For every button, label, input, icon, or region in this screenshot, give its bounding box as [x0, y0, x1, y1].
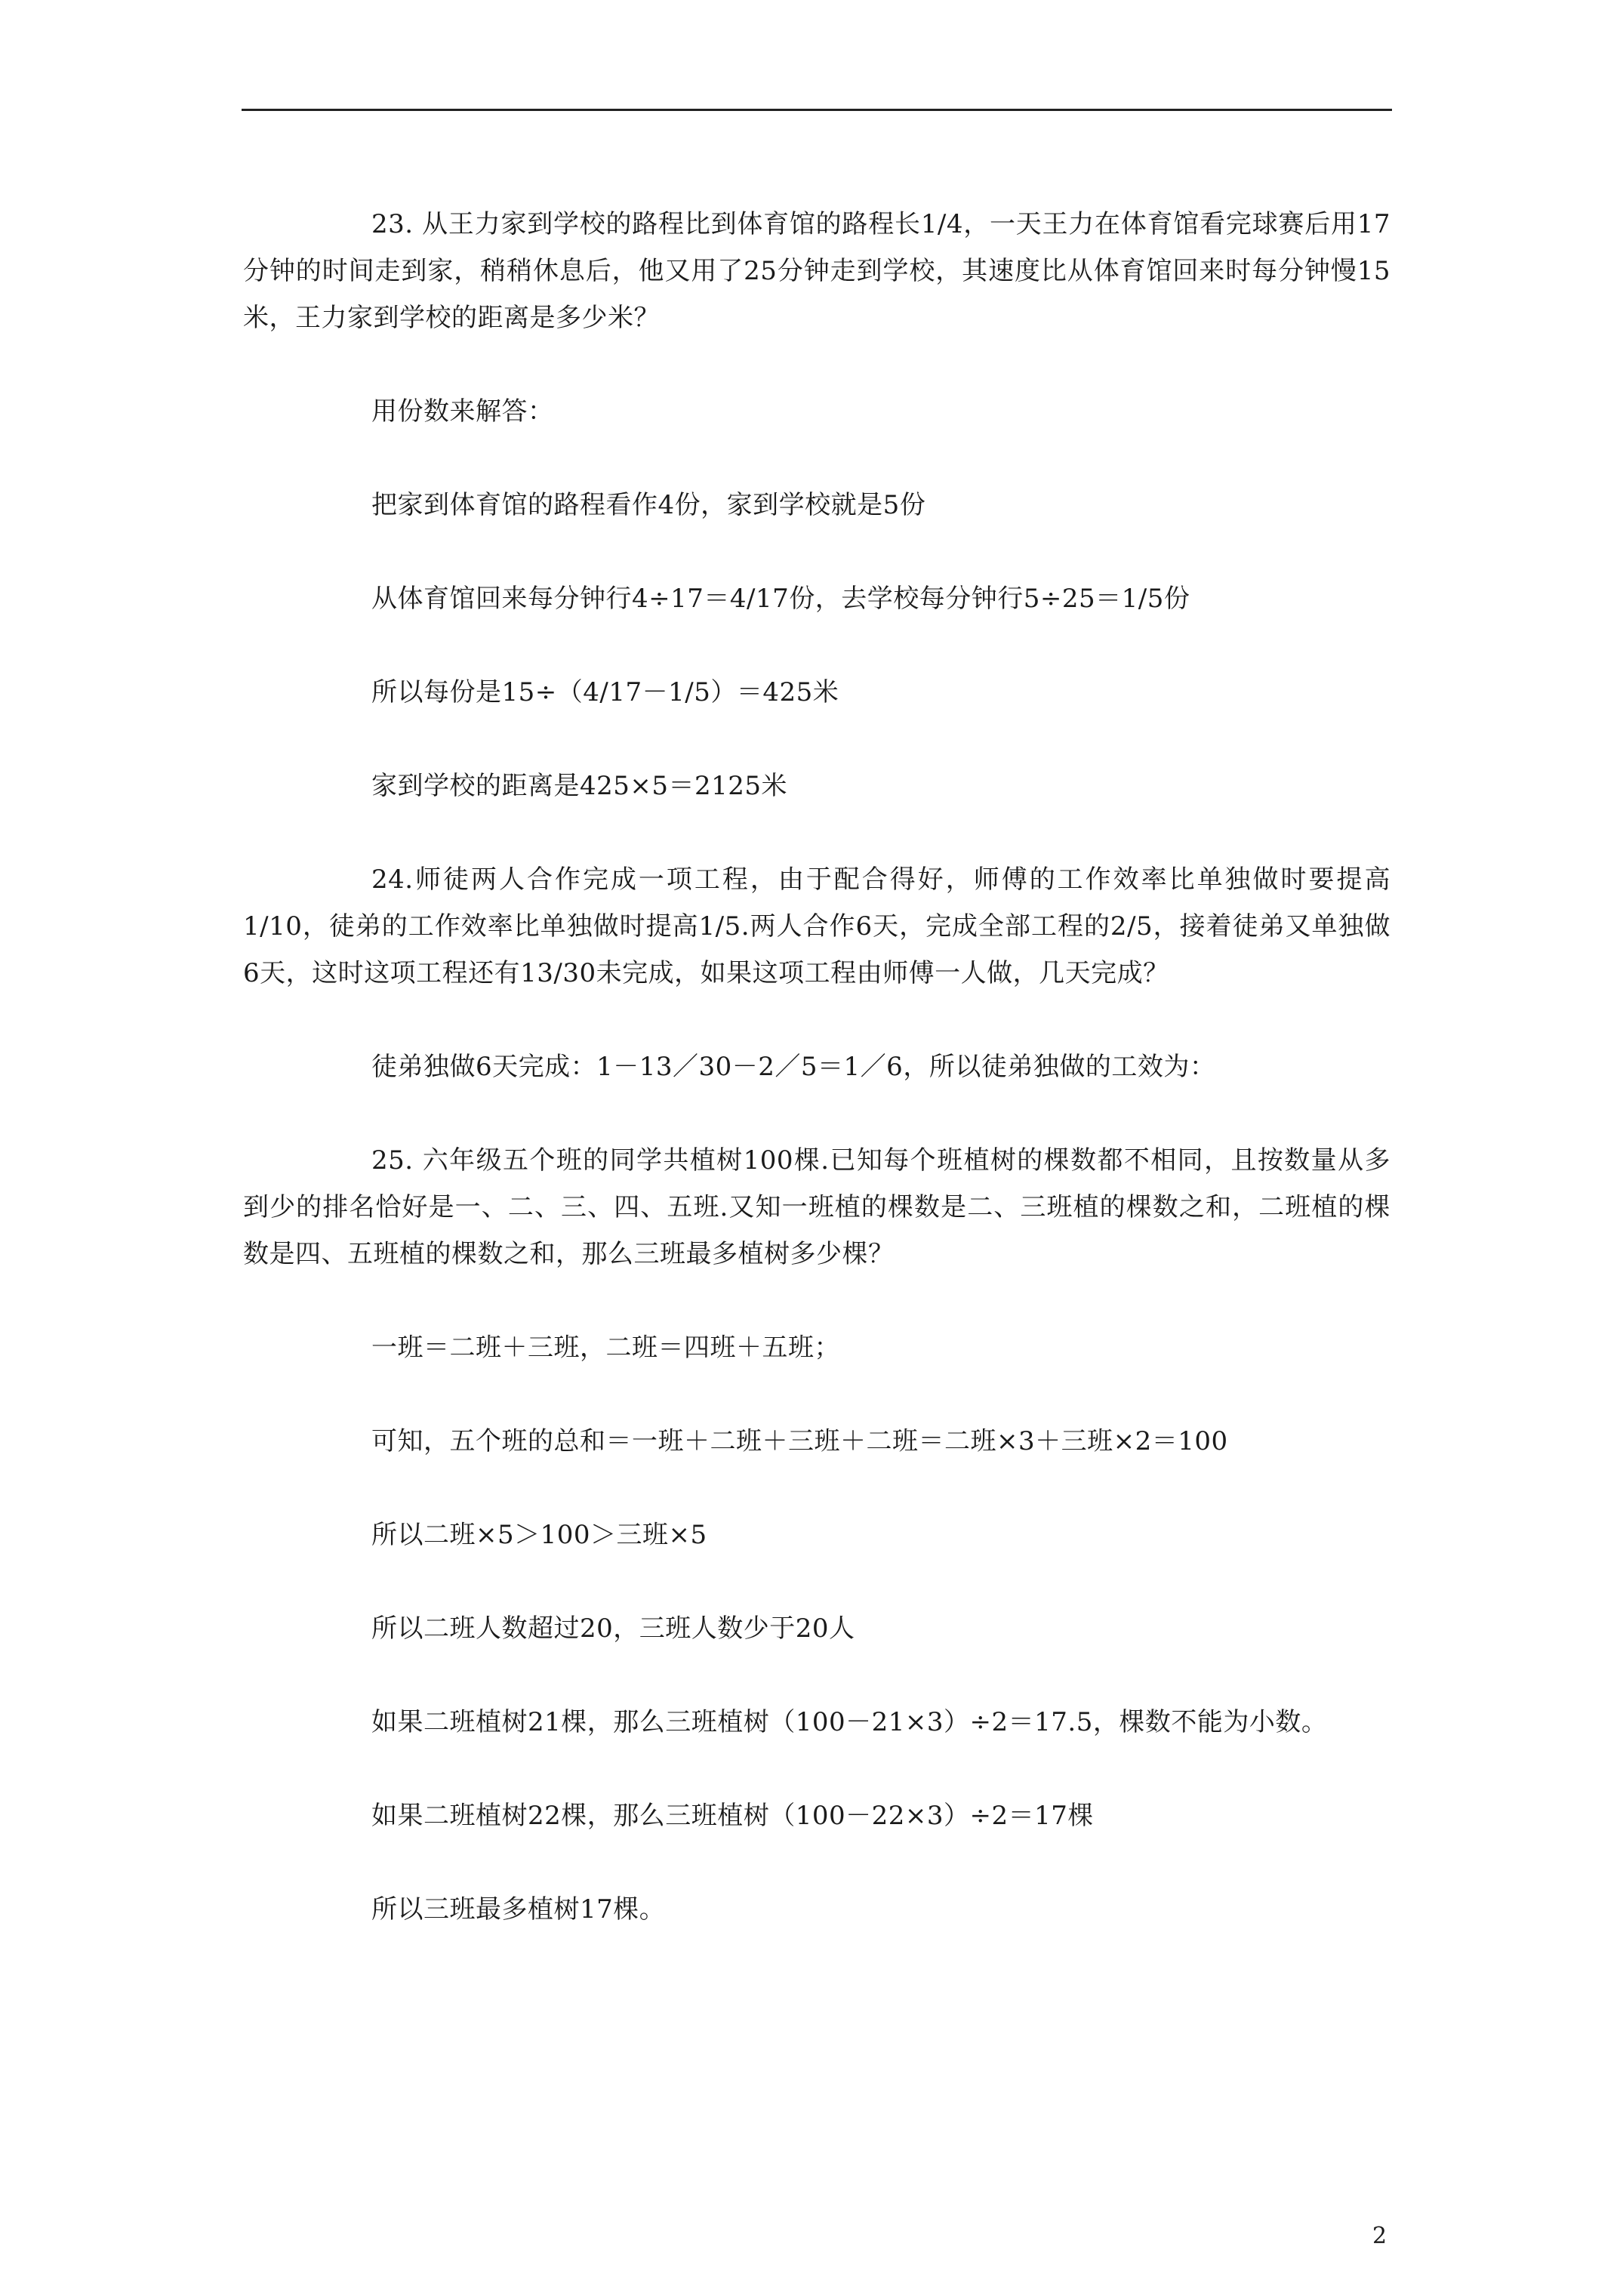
problem-24-question: 24.师徒两人合作完成一项工程，由于配合得好，师傅的工作效率比单独做时要提高1/10，徒弟的工作效率比单独做时提高1/5.两人合作6天，完成全部工程的2/5，接着徒弟又单独做6天，这时这项工程还有13/30未完成，如果这项工程由师傅一人做，几天完成？ [243, 864, 1390, 988]
problem-25-step-6: 如果二班植树22棵，那么三班植树（100－22×3）÷2＝17棵 [371, 1801, 1094, 1831]
problem-23-step-5: 家到学校的距离是425×5＝2125米 [371, 771, 788, 801]
problem-25-step-4: 所以二班人数超过20，三班人数少于20人 [371, 1613, 855, 1644]
problem-23-step-4: 所以每份是15÷（4/17－1/5）＝425米 [371, 677, 839, 707]
problem-23-step-3: 从体育馆回来每分钟行4÷17＝4/17份，去学校每分钟行5÷25＝1/5份 [371, 584, 1190, 614]
problem-23-step-1: 用份数来解答： [371, 396, 554, 427]
problem-25-step-2: 可知，五个班的总和＝一班＋二班＋三班＋二班＝二班×3＋三班×2＝100 [371, 1426, 1228, 1456]
problem-23-step-2: 把家到体育馆的路程看作4份，家到学校就是5份 [371, 490, 926, 520]
page-number: 2 [1372, 2223, 1387, 2249]
problem-25-step-5: 如果二班植树21棵，那么三班植树（100－21×3）÷2＝17.5，棵数不能为小数。 [371, 1707, 1328, 1737]
problem-24-step-1: 徒弟独做6天完成：1－13／30－2／5＝1／6，所以徒弟独做的工效为： [371, 1052, 1216, 1082]
header-rule [242, 109, 1392, 111]
page-body [243, 201, 1390, 1980]
problem-23-question: 23. 从王力家到学校的路程比到体育馆的路程长1/4，一天王力在体育馆看完球赛后用17分钟的时间走到家，稍稍休息后，他又用了25分钟走到学校，其速度比从体育馆回来时每分钟慢15米，王力家到学校的距离是多少米？ [243, 209, 1390, 333]
problem-25-step-7: 所以三班最多植树17棵。 [371, 1894, 666, 1925]
problem-25-step-3: 所以二班×5＞100＞三班×5 [371, 1520, 707, 1550]
problem-25-question: 25. 六年级五个班的同学共植树100棵.已知每个班植树的棵数都不相同，且按数量从多到少的排名恰好是一、二、三、四、五班.又知一班植的棵数是二、三班植的棵数之和，二班植的棵数是四、五班植的棵数之和，那么三班最多植树多少棵？ [243, 1145, 1390, 1269]
problem-25-step-1: 一班＝二班＋三班，二班＝四班＋五班； [371, 1333, 840, 1363]
